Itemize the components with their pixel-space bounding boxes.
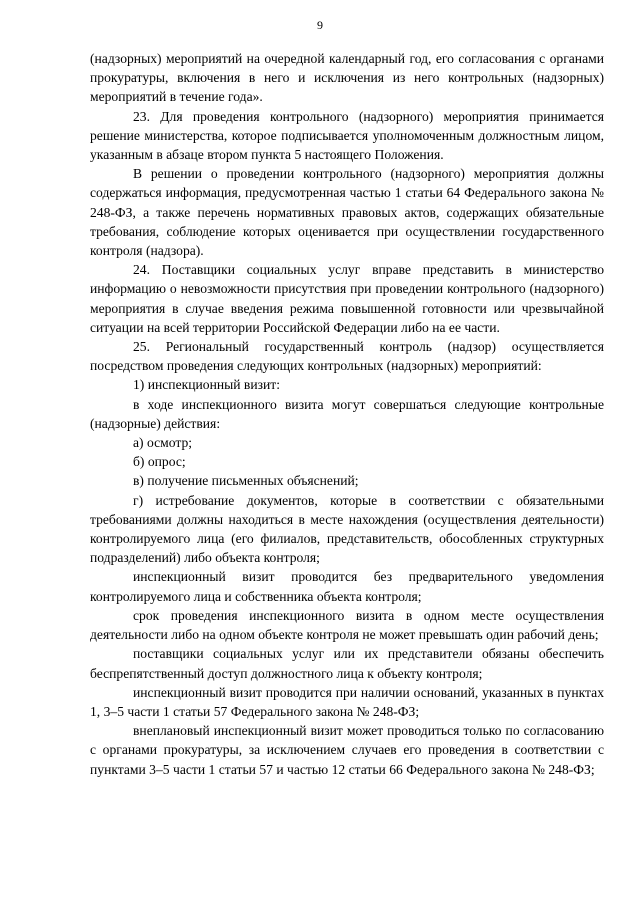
list-item-v: в) получение письменных объяснений; <box>133 473 359 489</box>
paragraph-clause-24: 24. Поставщики социальных услуг вправе представить в министерство информацию о невозможности присутствия при проведении контрольного (надзорного) мероприятия в случае введения режима повышенной готовности или чрезвычайной ситуации на всей территории Российской Федерации либо на ее части. <box>90 262 604 335</box>
list-item-b: б) опрос; <box>133 454 186 470</box>
paragraph-no-notice: инспекционный визит проводится без предварительного уведомления контролируемого лица и собственника объекта контроля; <box>90 569 604 604</box>
list-item-inspection-visit: 1) инспекционный визит: <box>133 377 280 393</box>
paragraph-duration: срок проведения инспекционного визита в одном месте осуществления деятельности либо на одном объекте контроля не может превышать один рабочий день; <box>90 607 604 643</box>
list-item-a: а) осмотр; <box>133 435 193 451</box>
document-body <box>90 49 604 779</box>
paragraph-decision-content: В решении о проведении контрольного (надзорного) мероприятия должны содержаться информация, предусмотренная частью 1 статьи 64 Федерального закона № 248-ФЗ, а также перечень нормативных правовых актов, содержащих обязательные требования, соблюдение которых оценивается при осуществлении государственного контроля (надзора). <box>90 166 604 259</box>
page-number: 9 <box>317 18 323 32</box>
list-item-g: г) истребование документов, которые в соответствии с обязательными требованиями должны находиться в месте нахождения (осуществления деятельности) контролируемого лица (его филиалов, представительств, обособленных структурных подразделений) либо объекта контроля; <box>90 492 604 566</box>
paragraph-clause-25: 25. Региональный государственный контроль (надзор) осуществляется посредством проведения следующих контрольных (надзорных) мероприятий: <box>90 339 604 374</box>
paragraph-grounds: инспекционный визит проводится при наличии оснований, указанных в пунктах 1, 3–5 части 1 статьи 57 Федерального закона № 248-ФЗ; <box>90 684 604 719</box>
paragraph-clause-23: 23. Для проведения контрольного (надзорного) мероприятия принимается решение министерства, которое подписывается уполномоченным должностным лицом, указанным в абзаце втором пункта 5 настоящего Положения. <box>90 108 604 163</box>
paragraph-control-actions: в ходе инспекционного визита могут совершаться следующие контрольные (надзорные) действия: <box>90 396 604 431</box>
paragraph-access: поставщики социальных услуг или их представители обязаны обеспечить беспрепятственный доступ должностного лица к объекту контроля; <box>90 646 604 681</box>
paragraph-continuation: (надзорных) мероприятий на очередной календарный год, его согласования с органами прокуратуры, включения в него и исключения из него контрольных (надзорных) мероприятий в течение года». <box>90 51 604 105</box>
paragraph-unscheduled: внеплановый инспекционный визит может проводиться только по согласованию с органами прокуратуры, за исключением случаев его проведения в соответствии с пунктами 3–5 части 1 статьи 57 и частью 12 статьи 66 Федерального закона № 248-ФЗ; <box>90 723 604 777</box>
